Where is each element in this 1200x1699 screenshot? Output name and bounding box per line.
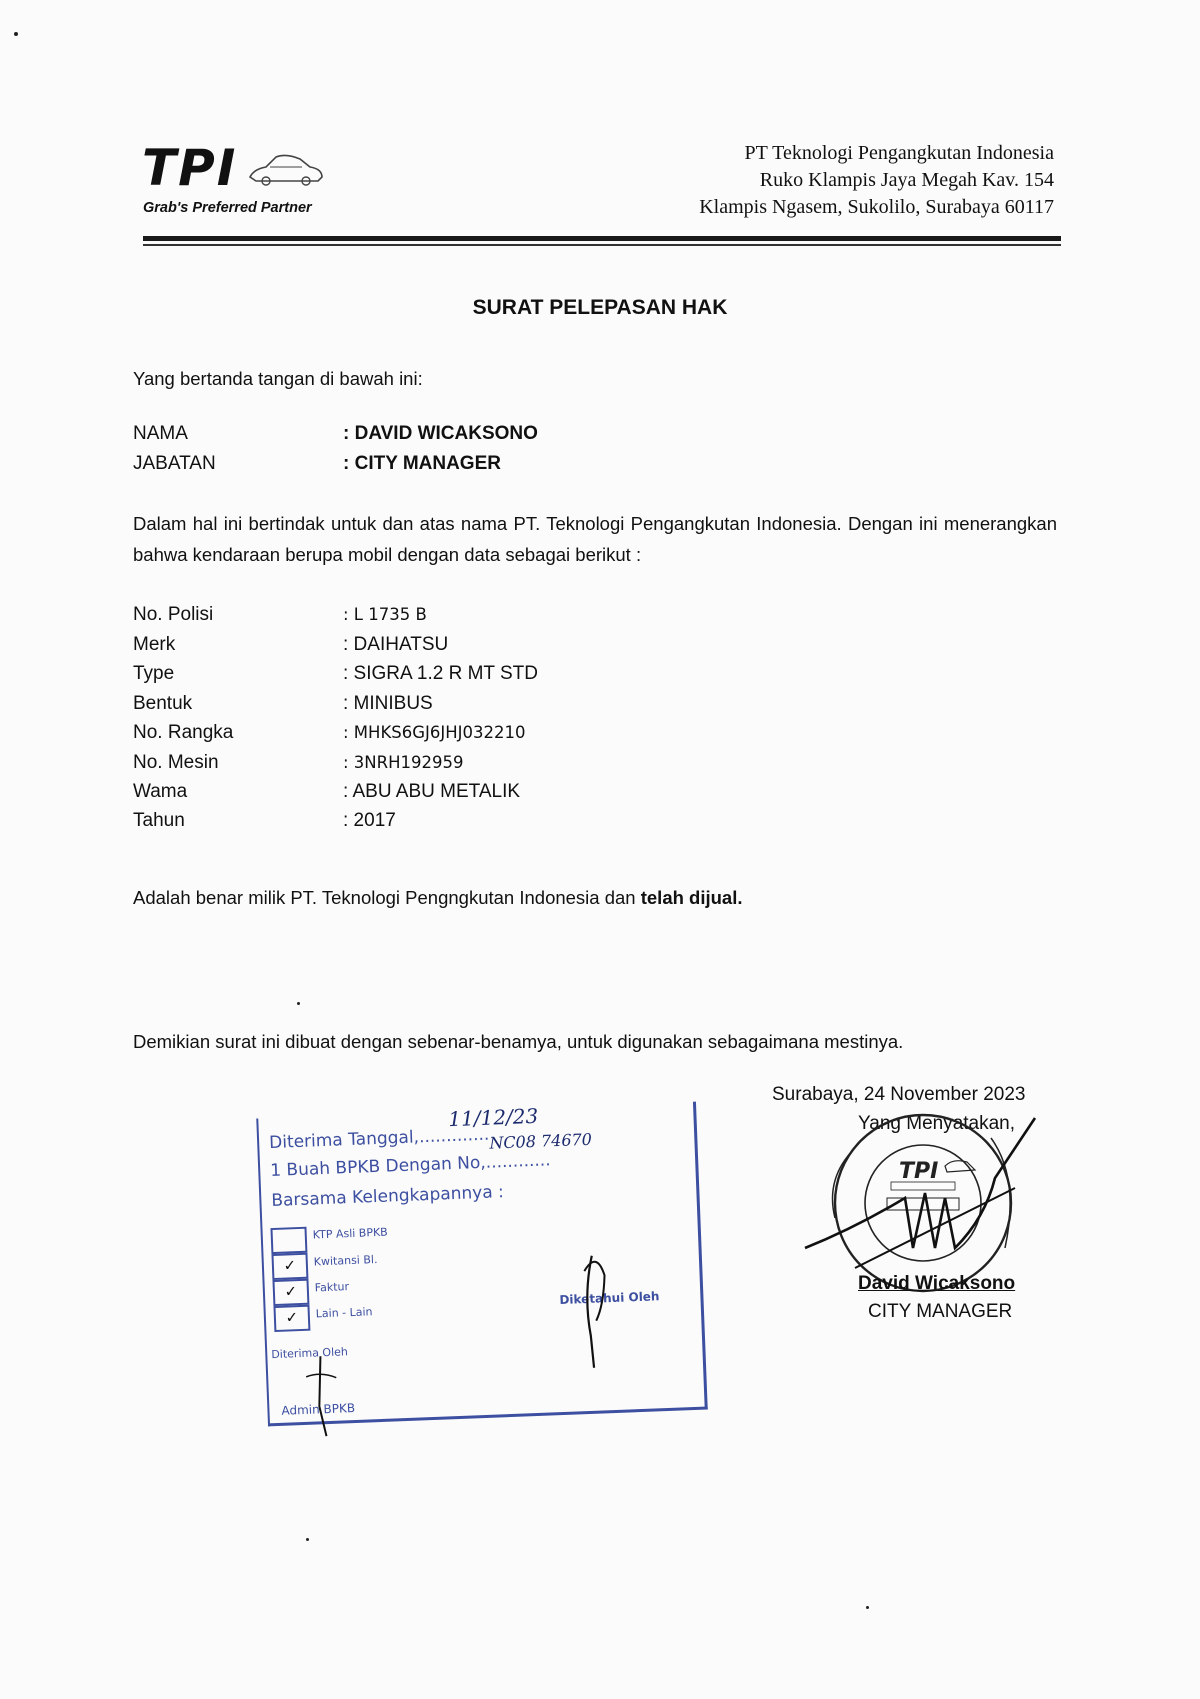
checkbox-label: KTP Asli BPKB xyxy=(312,1225,388,1242)
field-label: Bentuk xyxy=(133,693,193,714)
stamp-bpkb-number: 1 Buah BPKB Dengan No,............ xyxy=(269,1150,551,1182)
company-name: PT Teknologi Pengangkutan Indonesia xyxy=(744,142,1054,164)
checkbox-lain: ✓ xyxy=(273,1305,310,1332)
field-label: Tahun xyxy=(133,810,185,831)
ownership-text: Adalah benar milik PT. Teknologi Pengngkutan Indonesia dan xyxy=(133,887,641,908)
field-label: Wama xyxy=(133,781,188,802)
company-logo-text: TPI xyxy=(142,139,238,197)
field-label: No. Mesin xyxy=(133,752,219,773)
stamp-received-date: Diterima Tanggal,............. xyxy=(268,1124,490,1154)
field-value: : MINIBUS xyxy=(343,693,433,714)
field-value: : 3NRH192959 xyxy=(343,753,464,772)
scan-speck xyxy=(866,1606,869,1609)
scan-speck xyxy=(14,32,18,36)
checkbox-label: Kwitansi Bl. xyxy=(313,1253,378,1269)
closing-statement: Demikian surat ini dibuat dengan sebenar-benamya, untuk digunakan sebagaimana mestinya. xyxy=(133,1031,904,1052)
checkbox-kwitansi: ✓ xyxy=(271,1253,308,1280)
field-value: : DAIHATSU xyxy=(343,634,449,655)
stamp-received-by: Diterima Oleh xyxy=(271,1345,349,1362)
letterhead-address xyxy=(699,140,1054,221)
checkbox-label: Lain - Lain xyxy=(315,1305,373,1321)
field-label: No. Rangka xyxy=(133,722,234,743)
signer-name: David Wicaksono xyxy=(858,1273,1016,1294)
bpkb-receipt-stamp xyxy=(256,1102,707,1427)
field-value: : SIGRA 1.2 R MT STD xyxy=(343,663,538,684)
field-label: Type xyxy=(133,663,175,684)
intro-text: Yang bertanda tangan di bawah ini: xyxy=(133,368,423,389)
address-line-2: Klampis Ngasem, Sukolilo, Surabaya 60117 xyxy=(699,196,1054,218)
checkbox-faktur: ✓ xyxy=(272,1279,309,1306)
stamp-attachments: Barsama Kelengkapannya : xyxy=(271,1182,505,1212)
field-label: No. Polisi xyxy=(133,604,214,625)
field-value: : CITY MANAGER xyxy=(343,453,501,474)
field-value: : 2017 xyxy=(343,810,396,831)
place-and-date: Surabaya, 24 November 2023 xyxy=(772,1084,1026,1105)
field-value: : ABU ABU METALIK xyxy=(343,781,521,802)
field-value: : DAVID WICAKSONO xyxy=(343,423,538,444)
checkbox-label: Faktur xyxy=(314,1280,350,1295)
scan-speck xyxy=(297,1002,300,1005)
ownership-emphasis: telah dijual. xyxy=(640,887,743,908)
handwritten-date: 11/12/23 xyxy=(447,1103,539,1132)
address-line-1: Ruko Klampis Jaya Megah Kav. 154 xyxy=(759,169,1054,191)
signer-role: CITY MANAGER xyxy=(868,1301,1013,1322)
field-value: : L 1735 B xyxy=(343,605,427,624)
stamp-known-by: Diketahui Oleh xyxy=(559,1289,660,1308)
declarer-label: Yang Menyatakan, xyxy=(858,1113,1016,1134)
ownership-statement xyxy=(133,886,743,910)
header-divider xyxy=(143,236,1061,241)
header-divider-thin xyxy=(143,244,1061,246)
logo-tagline: Grab's Preferred Partner xyxy=(143,200,312,216)
stamp-initials-signature xyxy=(256,1102,709,1459)
field-label: Merk xyxy=(133,634,176,655)
handwritten-bpkb-number: NC08 74670 xyxy=(489,1129,593,1153)
field-label: NAMA xyxy=(133,423,188,444)
svg-text:TPI: TPI xyxy=(899,1159,939,1184)
scan-speck xyxy=(306,1538,309,1541)
stamp-admin: Admin BPKB xyxy=(281,1400,356,1418)
field-label: JABATAN xyxy=(133,453,216,474)
document-title: SURAT PELEPASAN HAK xyxy=(472,296,728,319)
car-logo-icon xyxy=(246,147,326,191)
statement-paragraph: Dalam hal ini bertindak untuk dan atas nama PT. Teknologi Pengangkutan Indonesia. Dengan ini menerangkan bahwa kendaraan berupa mobil dengan data sebagai berikut : xyxy=(133,513,1057,565)
field-value: : MHKS6GJ6JHJ032210 xyxy=(343,723,526,742)
